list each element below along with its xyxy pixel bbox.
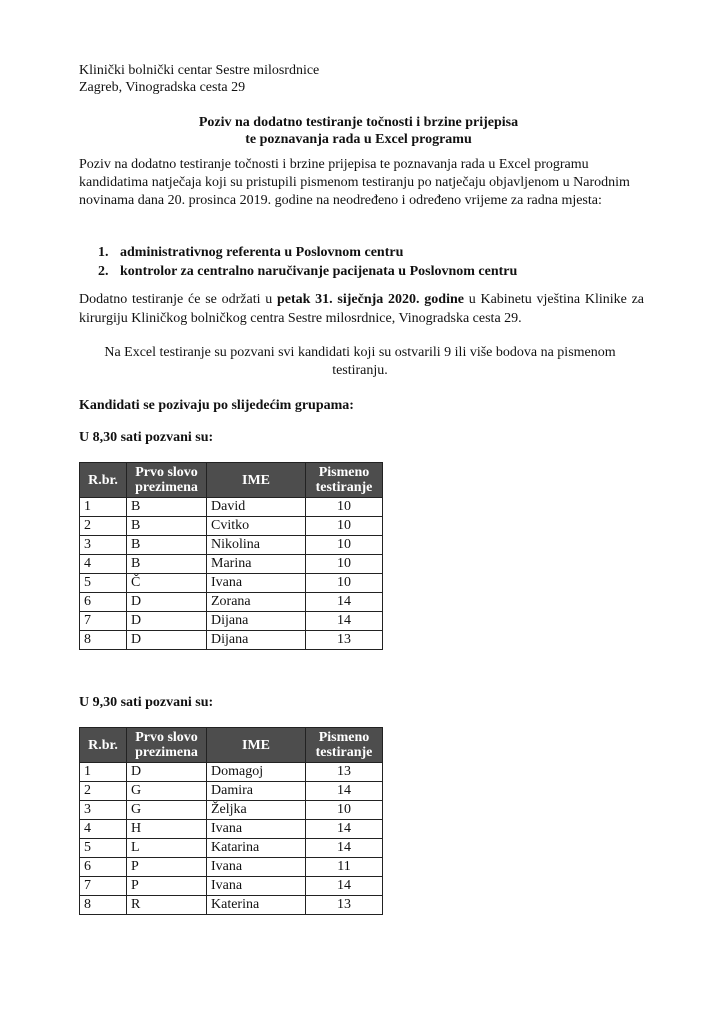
institution-name: Klinički bolnički centar Sestre milosrdnice [79,63,320,78]
table-row [80,896,383,915]
cell-bodovi: 14 [306,782,383,801]
cell-slovo: B [127,536,207,555]
col-bodovi-line1: Pismeno [318,730,370,745]
cell-slovo: H [127,820,207,839]
cell-rbr: 1 [80,763,127,782]
table-row [80,593,383,612]
cell-rbr: 8 [80,896,127,915]
cell-rbr: 1 [80,498,127,517]
col-ime: IME [207,463,306,498]
cell-rbr: 6 [80,593,127,612]
table-row [80,801,383,820]
list-text: kontrolor za centralno naručivanje pacijenata u Poslovnom centru [120,264,518,279]
cell-ime: Ivana [207,877,306,896]
cell-bodovi: 14 [306,820,383,839]
institution-header [79,62,319,96]
cell-ime: David [207,498,306,517]
cell-slovo: P [127,858,207,877]
cell-bodovi: 14 [306,612,383,631]
table-header-row [80,728,383,763]
cell-bodovi: 14 [306,877,383,896]
testing-date-paragraph [79,290,644,328]
cell-slovo: D [127,593,207,612]
col-slovo [127,463,207,498]
cell-slovo: B [127,555,207,574]
cell-ime: Željka [207,801,306,820]
col-bodovi-line1: Pismeno [318,465,370,480]
group2-heading: U 9,30 sati pozvani su: [79,695,214,710]
group1-heading: U 8,30 sati pozvani su: [79,430,214,445]
cell-slovo: G [127,782,207,801]
cell-bodovi: 10 [306,498,383,517]
cell-ime: Ivana [207,820,306,839]
cell-bodovi: 13 [306,896,383,915]
table-header-row [80,463,383,498]
cell-rbr: 2 [80,517,127,536]
cell-bodovi: 13 [306,763,383,782]
cell-ime: Nikolina [207,536,306,555]
eligibility-paragraph: Na Excel testiranje su pozvani svi kandidati koji su ostvarili 9 ili više bodova na pismenom testiranju. [104,345,616,378]
table-row [80,763,383,782]
institution-address: Zagreb, Vinogradska cesta 29 [79,80,246,95]
col-bodovi-line2: testiranje [315,745,373,760]
col-rbr: R.br. [80,728,127,763]
group2-table [79,727,383,915]
col-slovo [127,728,207,763]
table-row [80,517,383,536]
cell-ime: Cvitko [207,517,306,536]
cell-slovo: R [127,896,207,915]
cell-ime: Ivana [207,574,306,593]
list-item [98,262,517,281]
cell-slovo: Č [127,574,207,593]
cell-rbr: 8 [80,631,127,650]
cell-slovo: P [127,877,207,896]
intro-paragraph: Poziv na dodatno testiranje točnosti i brzine prijepisa te poznavanja rada u Excel programu kandidatima natječaja koji su pristupili pismenom testiranju po natječaju objavljenom u Narodnim novinama dana 20. prosinca 2019. godine na neodređeno i određeno vrijeme za radna mjesta: [79,157,630,208]
cell-rbr: 6 [80,858,127,877]
col-bodovi [306,463,383,498]
cell-rbr: 4 [80,555,127,574]
cell-rbr: 5 [80,574,127,593]
table-row [80,555,383,574]
title-line-2: te poznavanja rada u Excel programu [245,132,472,147]
document-title [0,114,717,148]
cell-rbr: 5 [80,839,127,858]
table-row [80,820,383,839]
cell-rbr: 3 [80,536,127,555]
col-bodovi [306,728,383,763]
list-number: 2. [98,264,109,279]
table-row [80,574,383,593]
group1-table [79,462,383,650]
cell-bodovi: 10 [306,801,383,820]
cell-rbr: 4 [80,820,127,839]
cell-ime: Domagoj [207,763,306,782]
col-rbr: R.br. [80,463,127,498]
table-row [80,498,383,517]
positions-list [98,243,517,281]
cell-slovo: D [127,612,207,631]
table-row [80,839,383,858]
col-slovo-line1: Prvo slovo [135,465,198,480]
group1-table-body [80,498,383,650]
table-row [80,536,383,555]
col-slovo-line1: Prvo slovo [135,730,198,745]
cell-ime: Katerina [207,896,306,915]
col-ime: IME [207,728,306,763]
cell-slovo: L [127,839,207,858]
para2-post: u Kabinetu vještina Klinike za kirurgiju Kliničkog bolničkog centra Sestre milosrdnice, Vinogradska cesta 29. [79,292,645,326]
list-item [98,243,517,262]
table-row [80,782,383,801]
cell-bodovi: 14 [306,593,383,612]
col-bodovi-line2: testiranje [315,480,373,495]
cell-ime: Marina [207,555,306,574]
list-number: 1. [98,245,109,260]
col-slovo-line2: prezimena [135,480,198,495]
cell-slovo: B [127,498,207,517]
cell-slovo: D [127,763,207,782]
cell-rbr: 2 [80,782,127,801]
cell-bodovi: 10 [306,574,383,593]
list-text: administrativnog referenta u Poslovnom centru [120,245,404,260]
cell-slovo: D [127,631,207,650]
groups-heading: Kandidati se pozivaju po slijedećim grupama: [79,398,354,413]
cell-rbr: 3 [80,801,127,820]
cell-bodovi: 10 [306,517,383,536]
col-slovo-line2: prezimena [135,745,198,760]
cell-bodovi: 14 [306,839,383,858]
cell-ime: Katarina [207,839,306,858]
cell-bodovi: 10 [306,555,383,574]
table-row [80,858,383,877]
cell-bodovi: 11 [306,858,383,877]
cell-slovo: B [127,517,207,536]
group2-table-body [80,763,383,915]
cell-ime: Damira [207,782,306,801]
para2-pre: Dodatno testiranje će se održati u [79,292,277,307]
cell-ime: Zorana [207,593,306,612]
cell-ime: Dijana [207,631,306,650]
table-row [80,631,383,650]
cell-slovo: G [127,801,207,820]
cell-bodovi: 13 [306,631,383,650]
cell-rbr: 7 [80,877,127,896]
cell-bodovi: 10 [306,536,383,555]
cell-ime: Ivana [207,858,306,877]
title-line-1: Poziv na dodatno testiranje točnosti i brzine prijepisa [198,115,519,130]
cell-rbr: 7 [80,612,127,631]
cell-ime: Dijana [207,612,306,631]
table-row [80,612,383,631]
testing-date: petak 31. siječnja 2020. godine [276,292,464,307]
table-row [80,877,383,896]
